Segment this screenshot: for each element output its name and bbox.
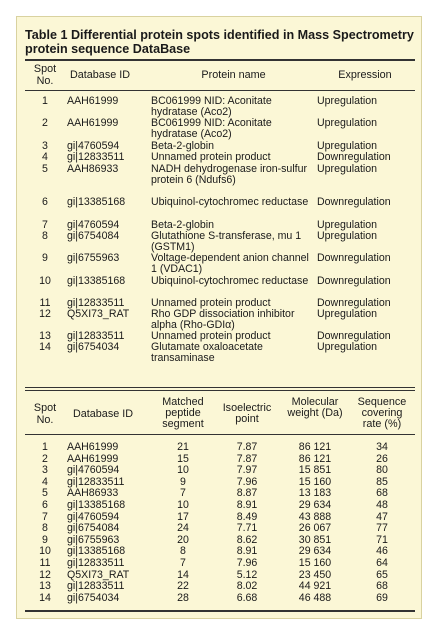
t2-database-id: gi|13385168 — [67, 499, 126, 511]
t1-expression: Upregulation — [317, 230, 378, 242]
t1-database-id: gi|13385168 — [67, 275, 126, 287]
t1-expression: Upregulation — [317, 140, 378, 152]
t2-database-id: gi|4760594 — [67, 464, 120, 477]
t2-isoelectric-point: 7.87 — [236, 441, 258, 453]
t2-header-spot-line1: Spot — [33, 402, 57, 414]
t1-expression: Upregulation — [317, 219, 378, 231]
t1-protein-name: Unnamed protein product — [151, 330, 271, 342]
t2-header-isoelectric: Isoelectric point — [222, 402, 272, 425]
t1-expression: Upregulation — [317, 308, 378, 320]
table-card — [16, 16, 422, 619]
t2-database-id: gi|12833511 — [67, 557, 125, 569]
t2-spot-no: 14 — [39, 591, 51, 604]
t1-spot-no: 2 — [42, 117, 48, 129]
t2-isoelectric-point: 8.91 — [236, 545, 258, 558]
t2-matched-segment: 7 — [180, 487, 186, 500]
t2-matched-segment: 28 — [177, 591, 189, 604]
t1-header-spot-line2: No. — [36, 75, 54, 87]
t2-isoelectric-point: 8.91 — [236, 499, 258, 511]
t2-database-id: AAH61999 — [67, 452, 119, 465]
t1-expression: Upregulation — [317, 163, 378, 175]
t2-matched-segment: 10 — [177, 499, 189, 511]
t1-database-id: gi|13385168 — [67, 196, 126, 208]
t2-spot-no: 11 — [39, 557, 51, 569]
t2-isoelectric-point: 7.96 — [236, 557, 258, 569]
t2-database-id: gi|12833511 — [67, 475, 125, 488]
t2-matched-segment: 22 — [177, 580, 189, 593]
t1-spot-no: 4 — [42, 151, 48, 163]
t1-protein-name: BC061999 NID: Aconitate hydratase (Aco2) — [151, 95, 272, 118]
t2-isoelectric-point: 7.87 — [236, 452, 258, 465]
t1-protein-name: Ubiquinol-cytochromec reductase — [151, 196, 309, 208]
t2-header-database-id: Database ID — [73, 408, 134, 420]
t2-coverage-rate: 71 — [376, 533, 388, 546]
t1-database-id: gi|12833511 — [67, 151, 125, 163]
t2-isoelectric-point: 8.87 — [236, 487, 258, 500]
t1-spot-no: 1 — [42, 95, 48, 107]
t2-coverage-rate: 48 — [376, 499, 388, 511]
table1-top-rule — [25, 59, 415, 61]
t1-protein-name: Beta-2-globin — [151, 219, 215, 231]
t1-protein-name: Ubiquinol-cytochromec reductase — [151, 275, 309, 287]
t2-coverage-rate: 47 — [376, 510, 388, 523]
t2-coverage-rate: 26 — [376, 452, 388, 465]
t2-database-id: gi|6754034 — [67, 591, 120, 604]
t2-database-id: AAH61999 — [67, 441, 119, 453]
t1-expression: Downregulation — [317, 330, 391, 342]
t2-database-id: gi|4760594 — [67, 510, 120, 523]
t2-matched-segment: 7 — [180, 557, 186, 569]
t2-spot-no: 1 — [42, 441, 48, 453]
t2-matched-segment: 17 — [177, 510, 189, 523]
t2-database-id: gi|6754084 — [67, 522, 120, 535]
t2-coverage-rate: 68 — [376, 580, 388, 593]
t1-header-spot-line1: Spot — [33, 63, 57, 75]
t1-spot-no: 12 — [39, 308, 51, 320]
t1-protein-name: Glutathione S-transferase, mu 1 (GSTM1) — [151, 230, 302, 253]
t2-isoelectric-point: 8.62 — [236, 533, 258, 546]
t2-matched-segment: 15 — [177, 452, 189, 465]
t1-spot-no: 9 — [42, 252, 48, 264]
t1-database-id: gi|4760594 — [67, 140, 120, 152]
t2-header-mw: Molecular weight (Da) — [287, 396, 343, 419]
table1-header-rule — [25, 90, 415, 91]
t2-molecular-weight: 43 888 — [298, 510, 332, 523]
t1-spot-no: 13 — [39, 330, 51, 342]
t2-database-id: Q5XI73_RAT — [67, 568, 130, 581]
t1-header-database-id: Database ID — [70, 69, 131, 81]
t2-isoelectric-point: 7.71 — [236, 522, 258, 535]
t1-expression: Downregulation — [317, 151, 391, 163]
table2-header-rule — [25, 434, 415, 435]
t1-spot-no: 6 — [42, 196, 48, 208]
t1-spot-no: 11 — [39, 297, 51, 309]
t2-molecular-weight: 30 851 — [298, 533, 332, 546]
t1-spot-no: 5 — [42, 163, 48, 175]
t1-protein-name: Glutamate oxaloacetate transaminase — [151, 341, 263, 364]
t2-spot-no: 8 — [42, 522, 48, 535]
t2-matched-segment: 10 — [177, 464, 189, 477]
t1-protein-name: NADH dehydrogenase iron-sulfur protein 6 (Ndufs6) — [151, 163, 308, 186]
t2-molecular-weight: 46 488 — [298, 591, 332, 604]
t1-protein-name: Voltage-dependent anion channel 1 (VDAC1) — [151, 252, 309, 275]
t2-coverage-rate: 77 — [376, 522, 388, 535]
t2-coverage-rate: 68 — [376, 487, 388, 500]
t2-matched-segment: 24 — [177, 522, 189, 535]
t2-isoelectric-point: 7.96 — [236, 475, 258, 488]
t2-molecular-weight: 44 921 — [298, 580, 332, 593]
t2-header-matched: Matched peptide segment — [162, 396, 204, 430]
t1-database-id: Q5XI73_RAT — [67, 308, 130, 320]
t2-header-spot-line2: No. — [36, 414, 54, 426]
t1-header-expression: Expression — [338, 69, 392, 81]
t2-isoelectric-point: 5.12 — [236, 568, 258, 581]
t2-spot-no: 3 — [42, 464, 48, 477]
t2-database-id: AAH86933 — [67, 487, 119, 500]
t1-database-id: gi|6754084 — [67, 230, 120, 242]
t2-isoelectric-point: 6.68 — [236, 591, 258, 604]
t1-protein-name: Beta-2-globin — [151, 140, 215, 152]
t1-expression: Downregulation — [317, 297, 391, 309]
t1-protein-name: Unnamed protein product — [151, 297, 271, 309]
t2-molecular-weight: 23 450 — [298, 568, 332, 581]
t2-spot-no: 13 — [39, 580, 51, 593]
table1-bottom-rule — [25, 387, 415, 388]
t2-molecular-weight: 15 160 — [298, 475, 332, 488]
t1-spot-no: 8 — [42, 230, 48, 242]
t2-isoelectric-point: 8.02 — [236, 580, 258, 593]
t2-database-id: gi|12833511 — [67, 580, 125, 593]
t2-matched-segment: 8 — [180, 545, 186, 558]
t1-database-id: gi|12833511 — [67, 297, 125, 309]
t2-matched-segment: 20 — [177, 533, 189, 546]
table-title: Table 1 Differential protein spots identified in Mass Spectrometry protein sequence DataBase — [25, 28, 414, 56]
t2-database-id: gi|6755963 — [67, 533, 120, 546]
t2-molecular-weight: 15 160 — [298, 557, 332, 569]
t2-coverage-rate: 69 — [376, 591, 388, 604]
t1-protein-name: BC061999 NID: Aconitate hydratase (Aco2) — [151, 117, 272, 140]
t1-spot-no: 14 — [39, 341, 51, 353]
t1-database-id: gi|12833511 — [67, 330, 125, 342]
t1-database-id: gi|6754034 — [67, 341, 120, 353]
t2-matched-segment: 21 — [177, 441, 189, 453]
t2-header-coverage: Sequence covering rate (%) — [357, 396, 407, 430]
t2-coverage-rate: 85 — [376, 475, 388, 488]
t2-isoelectric-point: 8.49 — [236, 510, 258, 523]
t1-database-id: AAH86933 — [67, 163, 119, 175]
t1-expression: Downregulation — [317, 252, 391, 264]
t2-molecular-weight: 26 067 — [298, 522, 332, 535]
t2-spot-no: 12 — [39, 568, 51, 581]
table2-top-rule — [25, 390, 415, 391]
t2-spot-no: 2 — [42, 452, 48, 465]
t1-expression: Upregulation — [317, 95, 378, 107]
t2-coverage-rate: 65 — [376, 568, 388, 581]
t2-molecular-weight: 86 121 — [298, 452, 332, 465]
t2-matched-segment: 14 — [177, 568, 189, 581]
t1-database-id: gi|4760594 — [67, 219, 120, 231]
t1-database-id: AAH61999 — [67, 117, 119, 129]
t1-header-protein-name: Protein name — [201, 69, 266, 81]
t2-isoelectric-point: 7.97 — [236, 464, 258, 477]
t1-protein-name: Unnamed protein product — [151, 151, 271, 163]
t2-spot-no: 4 — [42, 475, 48, 488]
t2-spot-no: 9 — [42, 533, 48, 546]
t2-molecular-weight: 29 634 — [298, 545, 332, 558]
t1-database-id: AAH61999 — [67, 95, 119, 107]
t1-expression: Upregulation — [317, 117, 378, 129]
t1-spot-no: 7 — [42, 219, 48, 231]
t1-protein-name: Rho GDP dissociation inhibitor alpha (Rho-GDIα) — [151, 308, 295, 331]
t2-molecular-weight: 13 183 — [298, 487, 332, 500]
t2-database-id: gi|13385168 — [67, 545, 126, 558]
t2-spot-no: 6 — [42, 499, 48, 511]
t1-expression: Upregulation — [317, 341, 378, 353]
t2-molecular-weight: 29 634 — [298, 499, 332, 511]
t2-spot-no: 5 — [42, 487, 48, 500]
t2-coverage-rate: 80 — [376, 464, 388, 477]
t2-spot-no: 7 — [42, 510, 48, 523]
t2-molecular-weight: 15 851 — [298, 464, 332, 477]
table2-bottom-rule — [25, 610, 415, 612]
t2-spot-no: 10 — [39, 545, 51, 558]
t1-expression: Downregulation — [317, 275, 391, 287]
t1-database-id: gi|6755963 — [67, 252, 120, 264]
t2-coverage-rate: 46 — [376, 545, 388, 558]
t2-matched-segment: 9 — [180, 475, 186, 488]
t1-spot-no: 3 — [42, 140, 48, 152]
t2-coverage-rate: 64 — [376, 557, 388, 569]
t2-coverage-rate: 34 — [376, 441, 388, 453]
t1-spot-no: 10 — [39, 275, 51, 287]
t2-molecular-weight: 86 121 — [298, 441, 332, 453]
t1-expression: Downregulation — [317, 196, 391, 208]
